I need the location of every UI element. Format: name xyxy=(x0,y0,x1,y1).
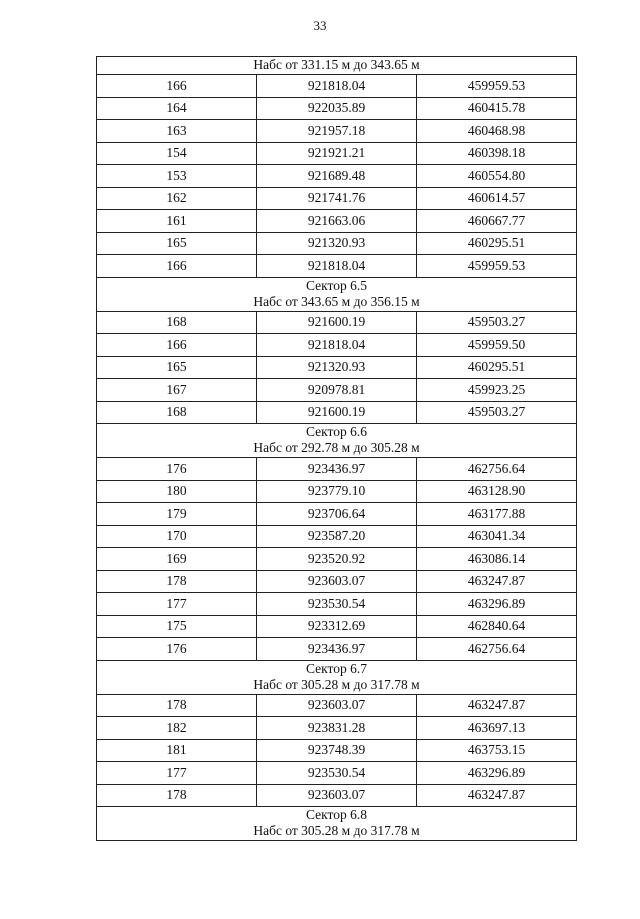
point-number-cell: 177 xyxy=(97,762,257,785)
table-row xyxy=(97,593,577,616)
sector-height-range: Набс от 305.28 м до 317.78 м xyxy=(253,823,420,838)
sector-title: Сектор 6.8 xyxy=(305,807,367,822)
table-row xyxy=(97,210,577,233)
sector-height-range: Набс от 343.65 м до 356.15 м xyxy=(253,293,420,309)
y-coordinate-cell: 463247.87 xyxy=(417,570,577,593)
y-coordinate-cell: 459503.27 xyxy=(417,401,577,424)
x-coordinate-cell: 923436.97 xyxy=(257,638,417,661)
table-row xyxy=(97,503,577,526)
sector-title: Сектор 6.5 xyxy=(305,277,367,293)
table-row xyxy=(97,570,577,593)
point-number-cell: 176 xyxy=(97,638,257,661)
table-row xyxy=(97,334,577,357)
y-coordinate-cell: 460667.77 xyxy=(417,210,577,233)
x-coordinate-cell: 922035.89 xyxy=(257,97,417,120)
sector-header xyxy=(97,424,577,458)
y-coordinate-cell: 463177.88 xyxy=(417,503,577,526)
x-coordinate-cell: 921741.76 xyxy=(257,187,417,210)
point-number-cell: 166 xyxy=(97,334,257,357)
sector-header-row xyxy=(97,57,577,75)
coordinates-table xyxy=(96,56,577,841)
table-row xyxy=(97,717,577,740)
table-row xyxy=(97,97,577,120)
point-number-cell: 154 xyxy=(97,142,257,165)
x-coordinate-cell: 923779.10 xyxy=(257,480,417,503)
table-row xyxy=(97,120,577,143)
point-number-cell: 168 xyxy=(97,401,257,424)
y-coordinate-cell: 462756.64 xyxy=(417,638,577,661)
point-number-cell: 153 xyxy=(97,165,257,188)
y-coordinate-cell: 459959.53 xyxy=(417,255,577,278)
x-coordinate-cell: 923436.97 xyxy=(257,458,417,481)
y-coordinate-cell: 462756.64 xyxy=(417,458,577,481)
y-coordinate-cell: 463128.90 xyxy=(417,480,577,503)
point-number-cell: 167 xyxy=(97,379,257,402)
sector-header-row xyxy=(97,807,577,841)
x-coordinate-cell: 921689.48 xyxy=(257,165,417,188)
sector-header-row xyxy=(97,277,577,311)
x-coordinate-cell: 923520.92 xyxy=(257,548,417,571)
sector-height-range: Набс от 292.78 м до 305.28 м xyxy=(253,440,420,455)
y-coordinate-cell: 460415.78 xyxy=(417,97,577,120)
x-coordinate-cell: 921320.93 xyxy=(257,356,417,379)
point-number-cell: 179 xyxy=(97,503,257,526)
table-row xyxy=(97,255,577,278)
table-row xyxy=(97,548,577,571)
y-coordinate-cell: 460398.18 xyxy=(417,142,577,165)
point-number-cell: 162 xyxy=(97,187,257,210)
x-coordinate-cell: 923530.54 xyxy=(257,762,417,785)
x-coordinate-cell: 923831.28 xyxy=(257,717,417,740)
table-row xyxy=(97,232,577,255)
y-coordinate-cell: 459959.53 xyxy=(417,75,577,98)
point-number-cell: 182 xyxy=(97,717,257,740)
x-coordinate-cell: 920978.81 xyxy=(257,379,417,402)
point-number-cell: 166 xyxy=(97,255,257,278)
sector-height-range: Набс от 331.15 м до 343.65 м xyxy=(253,57,420,72)
page-number: 33 xyxy=(313,18,327,33)
x-coordinate-cell: 923312.69 xyxy=(257,615,417,638)
x-coordinate-cell: 921818.04 xyxy=(257,334,417,357)
y-coordinate-cell: 463697.13 xyxy=(417,717,577,740)
point-number-cell: 180 xyxy=(97,480,257,503)
table-row xyxy=(97,401,577,424)
x-coordinate-cell: 923706.64 xyxy=(257,503,417,526)
x-coordinate-cell: 921957.18 xyxy=(257,120,417,143)
point-number-cell: 169 xyxy=(97,548,257,571)
y-coordinate-cell: 463041.34 xyxy=(417,525,577,548)
table-row xyxy=(97,615,577,638)
y-coordinate-cell: 459923.25 xyxy=(417,379,577,402)
table-row xyxy=(97,694,577,717)
point-number-cell: 181 xyxy=(97,739,257,762)
sector-title: Сектор 6.6 xyxy=(305,424,367,439)
table-row xyxy=(97,187,577,210)
table-row xyxy=(97,379,577,402)
point-number-cell: 163 xyxy=(97,120,257,143)
table-row xyxy=(97,638,577,661)
point-number-cell: 178 xyxy=(97,784,257,807)
table-row xyxy=(97,458,577,481)
sector-header xyxy=(97,57,577,75)
table-row xyxy=(97,311,577,334)
point-number-cell: 166 xyxy=(97,75,257,98)
y-coordinate-cell: 462840.64 xyxy=(417,615,577,638)
point-number-cell: 164 xyxy=(97,97,257,120)
y-coordinate-cell: 459503.27 xyxy=(417,311,577,334)
point-number-cell: 161 xyxy=(97,210,257,233)
y-coordinate-cell: 459959.50 xyxy=(417,334,577,357)
x-coordinate-cell: 921600.19 xyxy=(257,311,417,334)
y-coordinate-cell: 460554.80 xyxy=(417,165,577,188)
sector-header-row xyxy=(97,424,577,458)
table-row xyxy=(97,165,577,188)
y-coordinate-cell: 463247.87 xyxy=(417,694,577,717)
table-row xyxy=(97,356,577,379)
point-number-cell: 170 xyxy=(97,525,257,548)
x-coordinate-cell: 921818.04 xyxy=(257,75,417,98)
table-row xyxy=(97,480,577,503)
x-coordinate-cell: 923603.07 xyxy=(257,570,417,593)
point-number-cell: 178 xyxy=(97,694,257,717)
point-number-cell: 168 xyxy=(97,311,257,334)
sector-header-row xyxy=(97,660,577,694)
sector-height-range: Набс от 305.28 м до 317.78 м xyxy=(253,676,420,692)
x-coordinate-cell: 921818.04 xyxy=(257,255,417,278)
table-row xyxy=(97,739,577,762)
table-row xyxy=(97,784,577,807)
y-coordinate-cell: 460295.51 xyxy=(417,356,577,379)
point-number-cell: 177 xyxy=(97,593,257,616)
x-coordinate-cell: 923603.07 xyxy=(257,694,417,717)
x-coordinate-cell: 921320.93 xyxy=(257,232,417,255)
y-coordinate-cell: 460614.57 xyxy=(417,187,577,210)
y-coordinate-cell: 463086.14 xyxy=(417,548,577,571)
y-coordinate-cell: 463296.89 xyxy=(417,762,577,785)
x-coordinate-cell: 923603.07 xyxy=(257,784,417,807)
x-coordinate-cell: 923748.39 xyxy=(257,739,417,762)
x-coordinate-cell: 921921.21 xyxy=(257,142,417,165)
table-row xyxy=(97,525,577,548)
point-number-cell: 165 xyxy=(97,356,257,379)
x-coordinate-cell: 921600.19 xyxy=(257,401,417,424)
y-coordinate-cell: 463247.87 xyxy=(417,784,577,807)
y-coordinate-cell: 463296.89 xyxy=(417,593,577,616)
table-row xyxy=(97,75,577,98)
point-number-cell: 178 xyxy=(97,570,257,593)
coordinates-table-body xyxy=(97,57,577,841)
sector-header xyxy=(97,660,577,694)
table-row xyxy=(97,142,577,165)
point-number-cell: 176 xyxy=(97,458,257,481)
point-number-cell: 165 xyxy=(97,232,257,255)
table-row xyxy=(97,762,577,785)
sector-header xyxy=(97,277,577,311)
y-coordinate-cell: 460468.98 xyxy=(417,120,577,143)
x-coordinate-cell: 921663.06 xyxy=(257,210,417,233)
point-number-cell: 175 xyxy=(97,615,257,638)
x-coordinate-cell: 923530.54 xyxy=(257,593,417,616)
x-coordinate-cell: 923587.20 xyxy=(257,525,417,548)
y-coordinate-cell: 463753.15 xyxy=(417,739,577,762)
sector-title: Сектор 6.7 xyxy=(305,660,367,676)
sector-header xyxy=(97,807,577,841)
y-coordinate-cell: 460295.51 xyxy=(417,232,577,255)
